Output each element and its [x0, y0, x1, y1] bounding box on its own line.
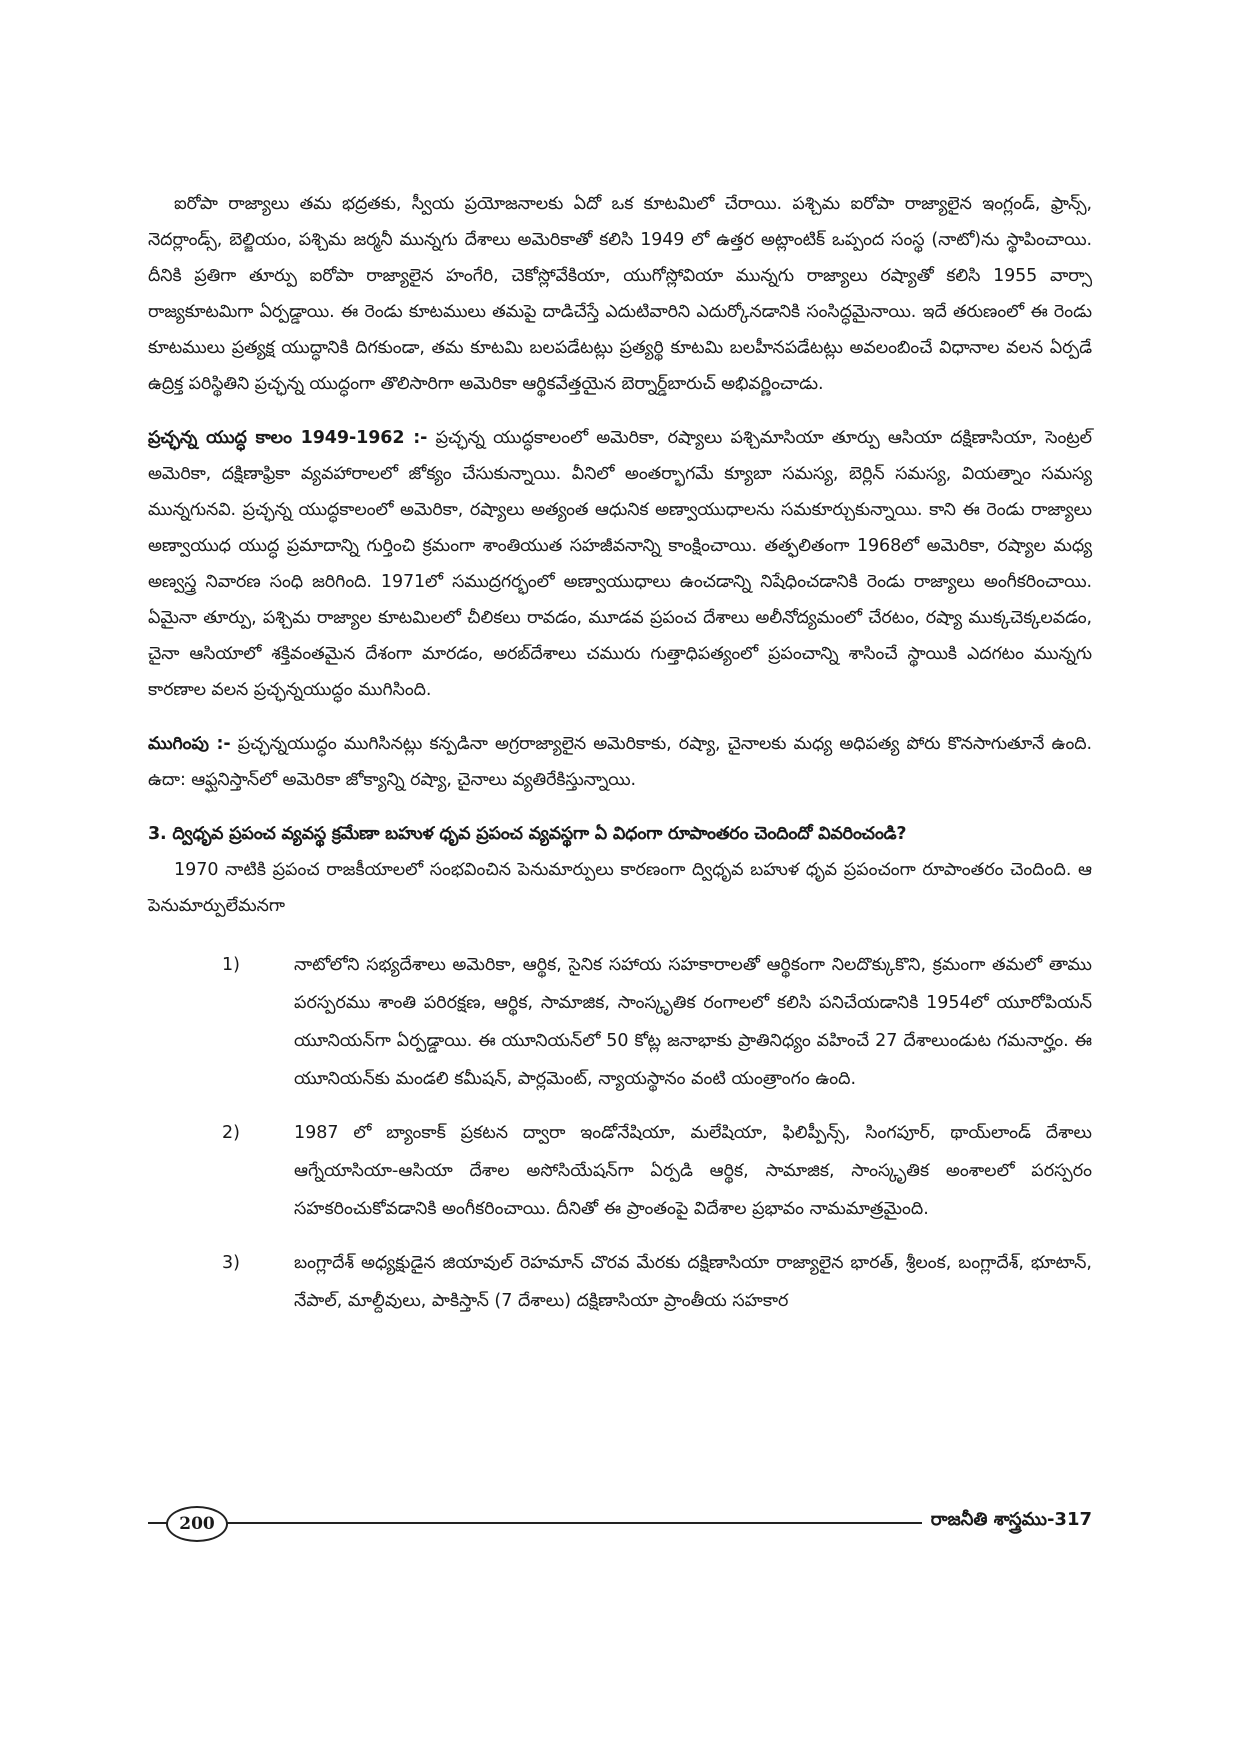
question-heading: 3. ద్విధృవ ప్రపంచ వ్యవస్థ క్రమేణా బహుళ ధృవ ప్రపంచ వ్యవస్థగా ఏ విధంగా రూపాంతరం చెందిందో వివరించండి?	[148, 824, 907, 844]
section-body-cold-war: ప్రచ్ఛన్న యుద్ధకాలంలో అమెరికా, రష్యాలు పశ్చిమాసియా తూర్పు ఆసియా దక్షిణాసియా, సెంట్రల్ అమెరికా, దక్షిణాఫ్రికా వ్యవహారాలలో జోక్యం చేసుకున్నాయి. వీనిలో అంతర్భాగమే క్యూబా సమస్య, బెర్లిన్ సమస్య, వియత్నాం సమస్య మున్నగునవి. ప్రచ్ఛన్న యుద్ధకాలంలో అమెరికా, రష్యాలు అత్యంత ఆధునిక అణ్వాయుధాలను సమకూర్చుకున్నాయి. కాని ఈ రెండు రాజ్యాలు అణ్వాయుధ యుద్ధ ప్రమాదాన్ని గుర్తించి క్రమంగా శాంతియుత సహజీవనాన్ని కాంక్షించాయి. తత్ఫలితంగా 1968లో అమెరికా, రష్యాల మధ్య అణ్వస్త్ర నివారణ సంధి జరిగింది. 1971లో సముద్రగర్భంలో అణ్వాయుధాలు ఉంచడాన్ని నిషేధించడానికి రెండు రాజ్యాలు అంగీకరించాయి. ఏమైనా తూర్పు, పశ్చిమ రాజ్యాల కూటమిలలో చీలికలు రావడం, మూడవ ప్రపంచ దేశాలు అలీనోద్యమంలో చేరటం, రష్యా ముక్కచెక్కలవడం, చైనా ఆసియాలో శక్తివంతమైన దేశంగా మారడం, అరబ్‌దేశాలు చమురు గుత్తాధిపత్యంలో ప్రపంచాన్ని శాసించే స్థాయికి ఎదగటం మున్నగు కారణాల వలన ప్రచ్ఛన్నయుద్ధం ముగిసింది.	[148, 428, 1092, 700]
list-item-number: 3)	[222, 1253, 240, 1273]
list-item-number: 1)	[222, 955, 240, 975]
footer-book-title: రాజనీతి శాస్త్రము-317	[930, 1509, 1092, 1530]
question-intro: 1970 నాటికి ప్రపంచ రాజకీయాలలో సంభవించిన పెనుమార్పులు కారణంగా ద్విధృవ బహుళ ధృవ ప్రపంచంగా రూపాంతరం చెందింది. ఆ పెనుమార్పులేమనగా	[148, 860, 1092, 916]
list-item-text: 1987 లో బ్యాంకాక్ ప్రకటన ద్వారా ఇండోనేషియా, మలేషియా, ఫిలిప్పీన్స్, సింగపూర్, థాయ్‌లాండ్ దేశాలు ఆగ్నేయాసియా-ఆసియా దేశాల అసోసియేషన్‌గా ఏర్పడి ఆర్థిక, సామాజిక, సాంస్కృతిక అంశాలలో పరస్పరం సహకరించుకోవడానికి అంగీకరించాయి. దీనితో ఈ ప్రాంతంపై విదేశాల ప్రభావం నామమాత్రమైంది.	[294, 1123, 1092, 1219]
footer-rule	[148, 1522, 922, 1524]
list-item	[148, 1114, 1092, 1228]
paragraph-european-alliances: ఐరోపా రాజ్యాలు తమ భద్రతకు, స్వీయ ప్రయోజనాలకు ఏదో ఒక కూటమిలో చేరాయి. పశ్చిమ ఐరోపా రాజ్యాలైన ఇంగ్లండ్, ఫ్రాన్స్, నెదర్లాండ్స్, బెల్జియం, పశ్చిమ జర్మనీ మున్నగు దేశాలు అమెరికాతో కలిసి 1949 లో ఉత్తర అట్లాంటిక్ ఒప్పంద సంస్థ (నాటో)ను స్థాపించాయి. దీనికి ప్రతిగా తూర్పు ఐరోపా రాజ్యాలైన హంగేరి, చెకోస్లోవేకియా, యుగోస్లోవియా మున్నగు రాజ్యాలు రష్యాతో కలిసి 1955 వార్సా రాజ్యకూటమిగా ఏర్పడ్డాయి. ఈ రెండు కూటములు తమపై దాడిచేస్తే ఎదుటివారిని ఎదుర్కోనడానికి సంసిద్ధమైనాయి. ఇదే తరుణంలో ఈ రెండు కూటములు ప్రత్యక్ష యుద్ధానికి దిగకుండా, తమ కూటమి బలపడేటట్లు ప్రత్యర్థి కూటమి బలహీనపడేటట్లు అవలంబించే విధానాల వలన ఏర్పడే ఉద్రిక్త పరిస్థితిని ప్రచ్ఛన్న యుద్ధంగా తొలిసారిగా అమెరికా ఆర్థికవేత్తయైన బెర్నార్డ్‌బారుచ్ అభివర్ణించాడు.	[148, 194, 1092, 394]
list-item-text: నాటోలోని సభ్యదేశాలు అమెరికా, ఆర్థిక, సైనిక సహాయ సహకారాలతో ఆర్థికంగా నిలదొక్కుకొని, క్రమంగా తమలో తాము పరస్పరము శాంతి పరిరక్షణ, ఆర్థిక, సామాజిక, సాంస్కృతిక రంగాలలో కలిసి పనిచేయడానికి 1954లో యూరోపియన్ యూనియన్‌గా ఏర్పడ్డాయి. ఈ యూనియన్‌లో 50 కోట్ల జనాభాకు ప్రాతినిధ్యం వహించే 27 దేశాలుండుట గమనార్హం. ఈ యూనియన్‌కు మండలి కమీషన్, పార్లమెంట్, న్యాయస్థానం వంటి యంత్రాంగం ఉంది.	[294, 955, 1092, 1089]
page-body	[148, 186, 1092, 1336]
section-heading-conclusion: ముగింపు :-	[148, 734, 231, 754]
page-number-badge: 200	[166, 1506, 228, 1542]
section-heading-cold-war: ప్రచ్ఛన్న యుద్ధ కాలం 1949-1962 :-	[148, 428, 428, 448]
paragraph-conclusion	[148, 726, 1092, 798]
section-body-conclusion: ప్రచ్ఛన్నయుద్ధం ముగిసినట్లు కన్పడినా అగ్రరాజ్యాలైన అమెరికాకు, రష్యా, చైనాలకు మధ్య అధిపత్య పోరు కొనసాగుతూనే ఉంది. ఉదా: ఆఫ్ఘనిస్తాన్‌లో అమెరికా జోక్యాన్ని రష్యా, చైనాలు వ్యతిరేకిస్తున్నాయి.	[148, 734, 1092, 790]
list-item-number: 2)	[222, 1123, 240, 1143]
list-item	[148, 946, 1092, 1098]
list-item	[148, 1244, 1092, 1320]
list-item-text: బంగ్లాదేశ్ అధ్యక్షుడైన జియావుల్ రెహమాన్ చొరవ మేరకు దక్షిణాసియా రాజ్యాలైన భారత్, శ్రీలంక, బంగ్లాదేశ్, భూటాన్, నేపాల్, మాల్దీవులు, పాకిస్తాన్ (7 దేశాలు) దక్షిణాసియా ప్రాంతీయ సహకార	[294, 1253, 1092, 1311]
paragraph-cold-war-period	[148, 420, 1092, 708]
page-footer	[148, 1503, 1092, 1543]
